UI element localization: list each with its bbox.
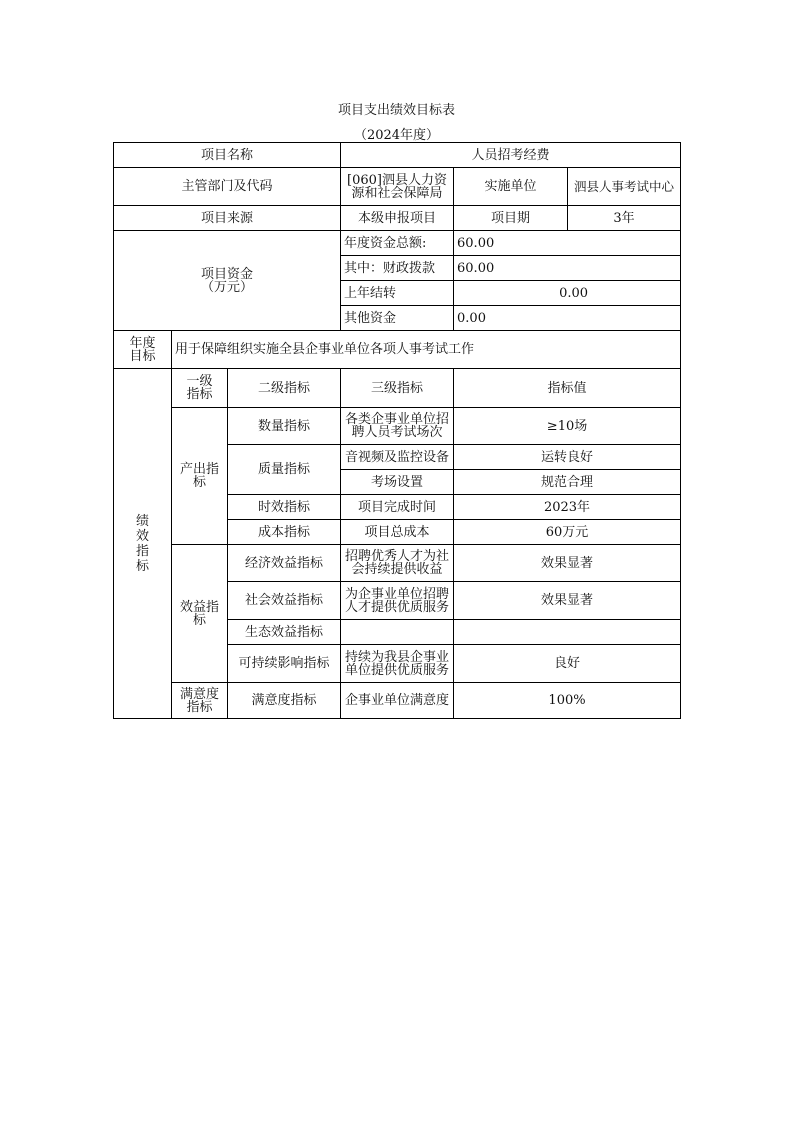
funds-label-cell xyxy=(114,231,341,331)
social-item: 为企事业单位招聘人才提供优质服务 xyxy=(341,582,454,620)
eco-value xyxy=(454,620,681,645)
header-level2: 二级指标 xyxy=(228,369,341,408)
satisfaction-value: 100% xyxy=(454,683,681,719)
satisfaction-sub-label: 满意度指标 xyxy=(228,683,341,719)
output-label: 产出指标 xyxy=(172,408,228,545)
quality-value-1: 运转良好 xyxy=(454,445,681,470)
funds-carryover-value: 0.00 xyxy=(454,281,681,306)
cost-value: 60万元 xyxy=(454,520,681,545)
funds-unit: （万元） xyxy=(201,279,254,295)
project-name-label: 项目名称 xyxy=(114,143,341,168)
benefit-label: 效益指标 xyxy=(172,545,228,683)
cost-item: 项目总成本 xyxy=(341,520,454,545)
source-value: 本级申报项目 xyxy=(341,206,454,231)
quantity-item: 各类企事业单位招聘人员考试场次 xyxy=(341,408,454,445)
funds-total-label: 年度资金总额: xyxy=(341,231,454,256)
time-label: 时效指标 xyxy=(228,495,341,520)
satisfaction-label: 满意度指标 xyxy=(172,683,228,719)
goal-label: 年度目标 xyxy=(114,331,172,369)
goal-text: 用于保障组织实施全县企事业单位各项人事考试工作 xyxy=(172,331,681,369)
cost-label: 成本指标 xyxy=(228,520,341,545)
form-title: 项目支出绩效目标表 xyxy=(337,103,455,118)
header-level1: 一级指标 xyxy=(172,369,228,408)
funds-carryover-label: 上年结转 xyxy=(341,281,454,306)
quality-label: 质量指标 xyxy=(228,445,341,495)
econ-value: 效果显著 xyxy=(454,545,681,582)
time-item: 项目完成时间 xyxy=(341,495,454,520)
quality-value-2: 规范合理 xyxy=(454,470,681,495)
social-value: 效果显著 xyxy=(454,582,681,620)
time-value: 2023年 xyxy=(454,495,681,520)
funds-other-value: 0.00 xyxy=(454,306,681,331)
header-level3: 三级指标 xyxy=(341,369,454,408)
funds-label: 项目资金 xyxy=(201,266,254,282)
sustain-value: 良好 xyxy=(454,645,681,683)
econ-label: 经济效益指标 xyxy=(228,545,341,582)
form-year: （2024年度） xyxy=(353,128,440,143)
eco-label: 生态效益指标 xyxy=(228,620,341,645)
funds-total-value: 60.00 xyxy=(454,231,681,256)
period-label: 项目期 xyxy=(454,206,568,231)
quality-item-2: 考场设置 xyxy=(341,470,454,495)
dept-value: [060]泗县人力资源和社会保障局 xyxy=(341,168,454,206)
social-label: 社会效益指标 xyxy=(228,582,341,620)
funds-fiscal-value: 60.00 xyxy=(454,256,681,281)
perf-label: 绩效指标 xyxy=(114,369,172,719)
impl-unit-value: 泗县人事考试中心 xyxy=(568,168,681,206)
source-label: 项目来源 xyxy=(114,206,341,231)
dept-label: 主管部门及代码 xyxy=(114,168,341,206)
header-value: 指标值 xyxy=(454,369,681,408)
project-name-value: 人员招考经费 xyxy=(341,143,681,168)
sustain-label: 可持续影响指标 xyxy=(228,645,341,683)
quantity-value: ≥10场 xyxy=(454,408,681,445)
impl-unit-label: 实施单位 xyxy=(454,168,568,206)
satisfaction-item: 企事业单位满意度 xyxy=(341,683,454,719)
funds-fiscal-label: 其中：财政拨款 xyxy=(341,256,454,281)
quality-item-1: 音视频及监控设备 xyxy=(341,445,454,470)
funds-other-label: 其他资金 xyxy=(341,306,454,331)
eco-item xyxy=(341,620,454,645)
quantity-label: 数量指标 xyxy=(228,408,341,445)
performance-target-table xyxy=(113,142,681,719)
period-value: 3年 xyxy=(568,206,681,231)
sustain-item: 持续为我县企事业单位提供优质服务 xyxy=(341,645,454,683)
econ-item: 招聘优秀人才为社会持续提供收益 xyxy=(341,545,454,582)
